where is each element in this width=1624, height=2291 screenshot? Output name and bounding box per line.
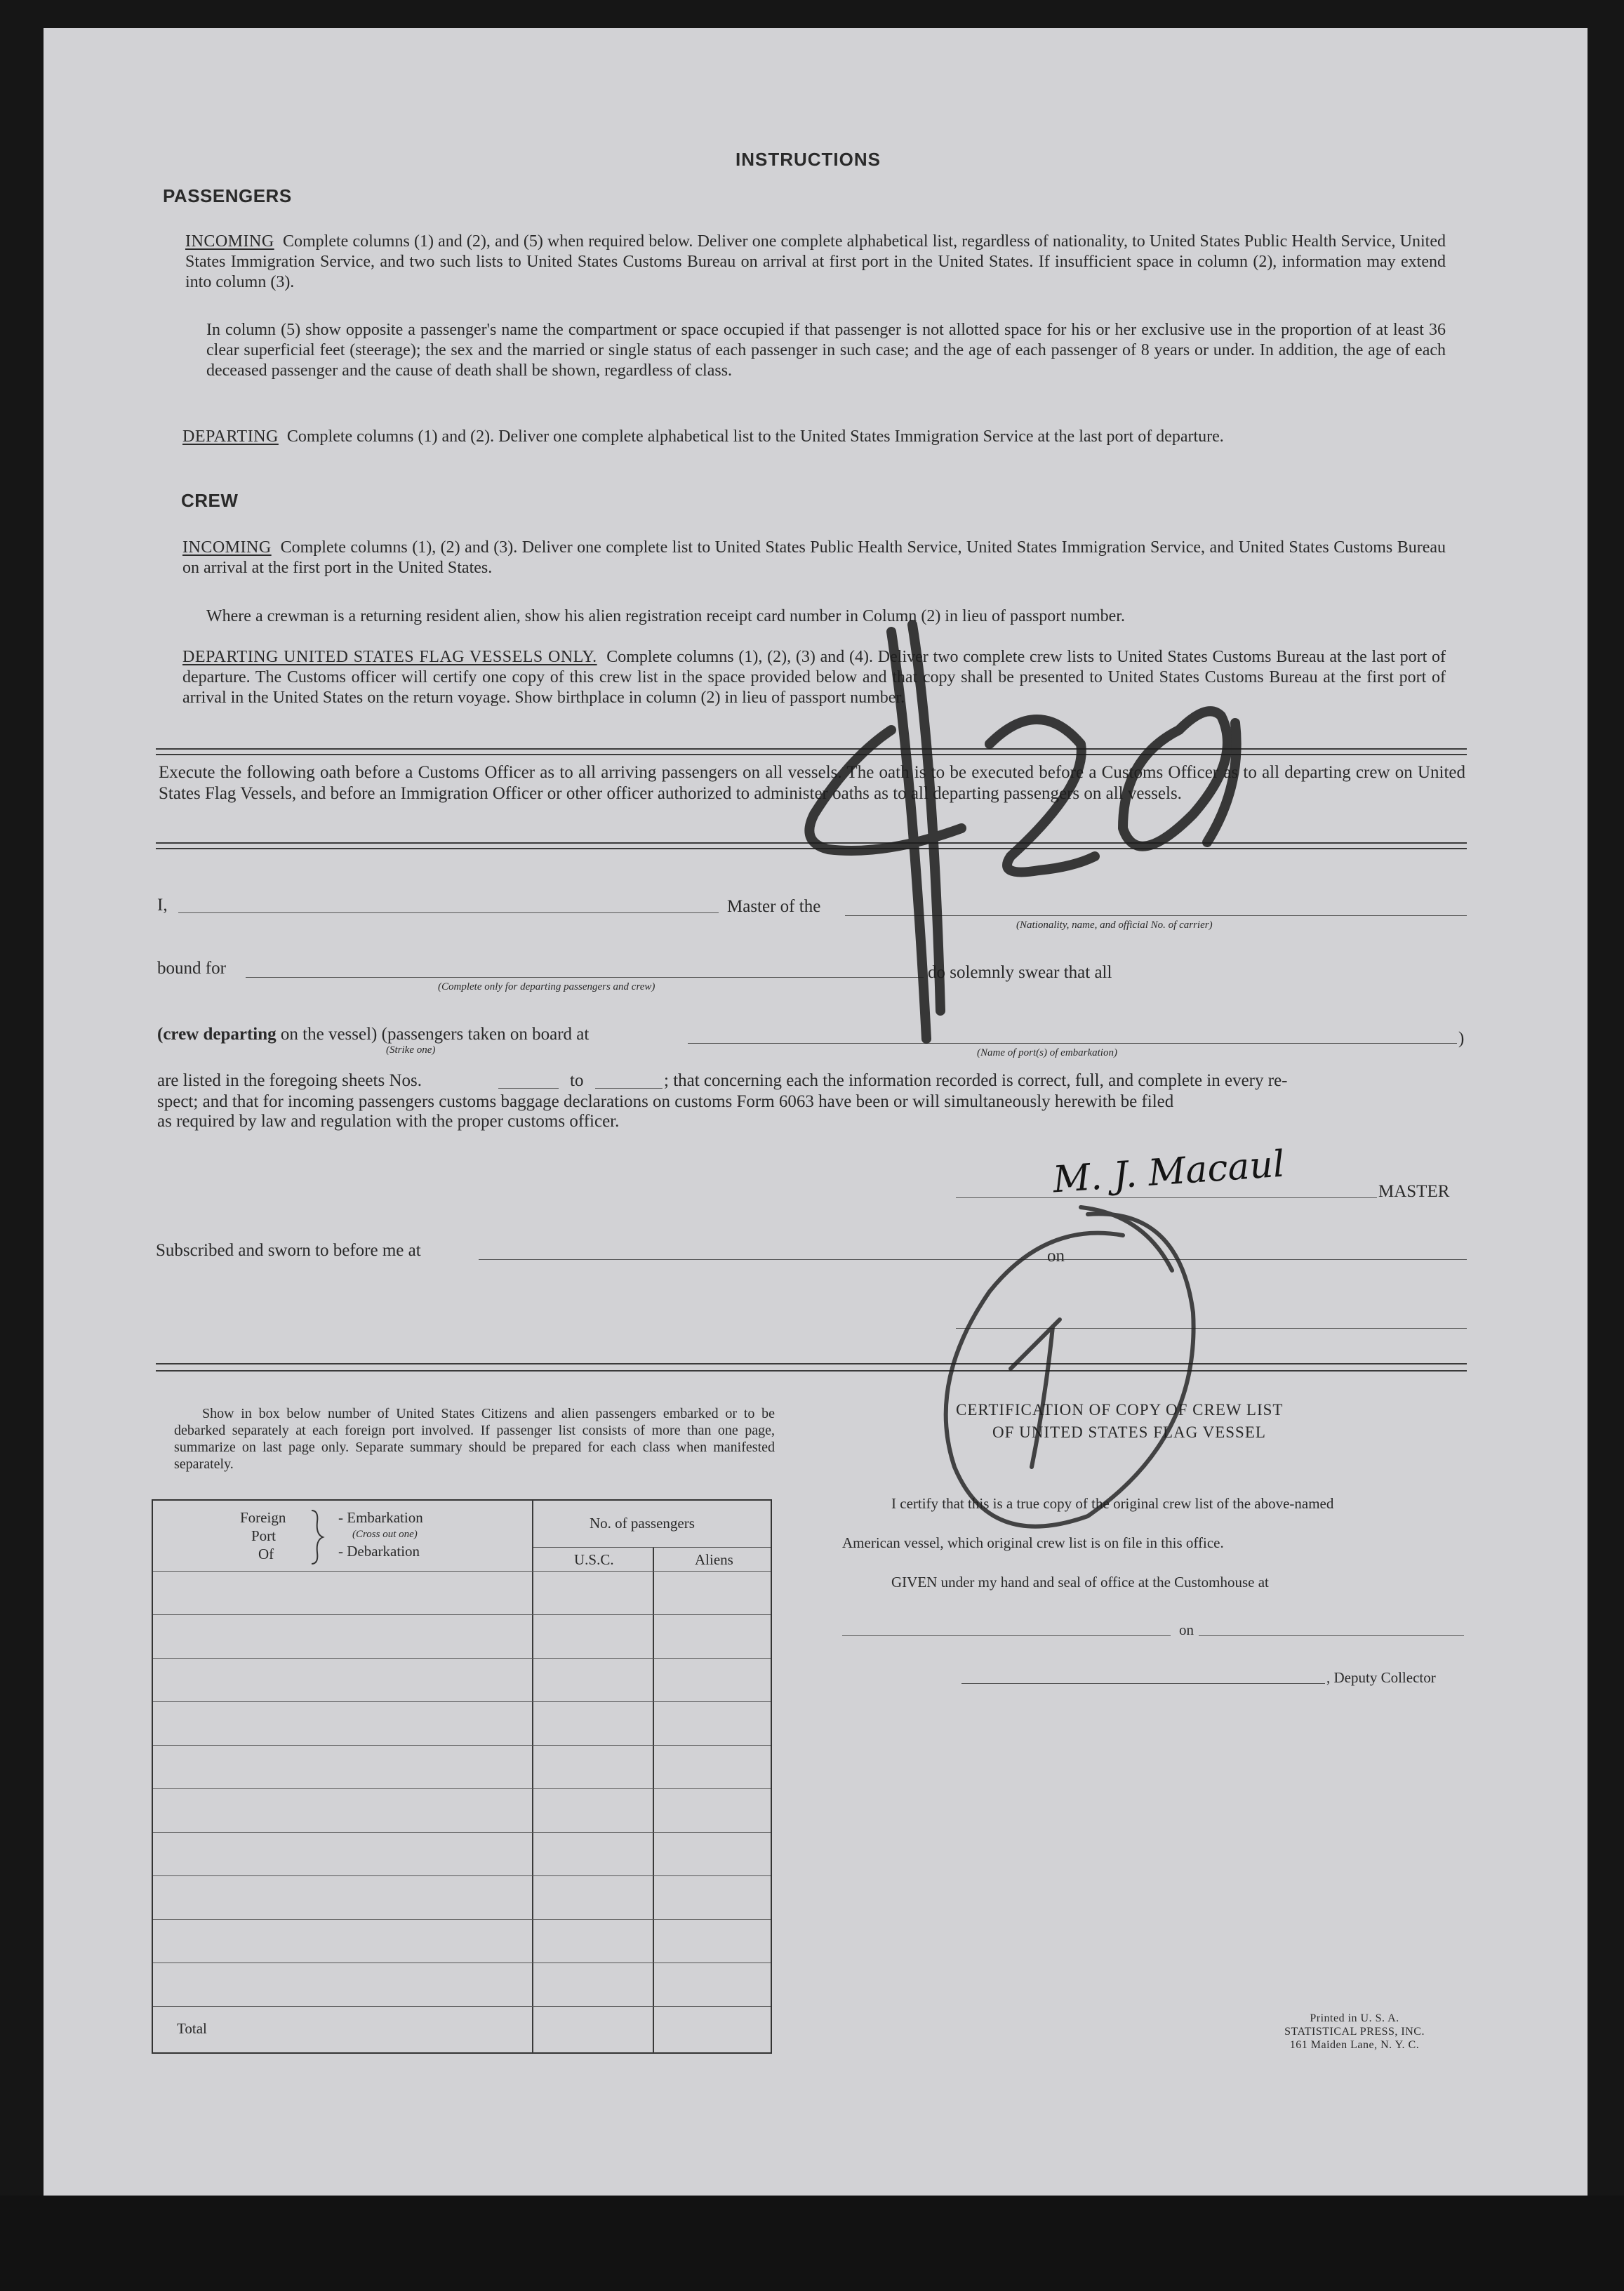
summary-instruction: Show in box below number of United States Citizens and alien passengers embarked or to be debarked separately at each foreign port involved. If passenger list consists of more than one page, summarize on last page only. Separate summary should be prepared for each class when manifested separately. (174, 1406, 775, 1472)
table-header-no-of-passengers: No. of passengers (590, 1515, 695, 1532)
deputy-collector-label: , Deputy Collector (1326, 1669, 1436, 1686)
table-row (153, 1745, 771, 1746)
certification-line-1: I certify that this is a true copy of the original crew list of the above-named (891, 1495, 1334, 1512)
table-column-divider (532, 1500, 533, 2053)
table-row (153, 1701, 771, 1702)
table-header-debarkation: - Debarkation (338, 1543, 420, 1560)
certification-title-2: OF UNITED STATES FLAG VESSEL (992, 1423, 1266, 1441)
customhouse-field[interactable] (842, 1635, 1171, 1636)
page-title: INSTRUCTIONS (736, 149, 881, 170)
sheet-to-field[interactable] (595, 1088, 663, 1089)
listed-text-c: spect; and that for incoming passengers customs baggage declarations on customs Form 6063 have been or will simultaneously herewith be filed (157, 1092, 1174, 1111)
table-row (153, 1919, 771, 1920)
certification-on-label: on (1179, 1621, 1194, 1638)
listed-sheets-text: are listed in the foregoing sheets Nos. (157, 1071, 422, 1090)
certification-date-field[interactable] (1199, 1635, 1464, 1636)
carrier-note: (Nationality, name, and official No. of carrier) (1016, 919, 1213, 931)
passengers-heading: PASSENGERS (163, 185, 292, 206)
passengers-departing-label: DEPARTING (182, 427, 279, 446)
table-header-cross-out: (Cross out one) (352, 1529, 418, 1540)
divider-line (156, 1370, 1467, 1372)
passengers-departing-text: Complete columns (1) and (2). Deliver one complete alphabetical list to the United States Immigration Service at the last port of departure. (286, 427, 1224, 446)
port-note: (Name of port(s) of embarkation) (977, 1047, 1117, 1058)
subscribed-label: Subscribed and sworn to before me at (156, 1241, 421, 1260)
passengers-incoming-label: INCOMING (185, 232, 274, 251)
scan-background (0, 2196, 1624, 2291)
subscribed-on-label: on (1047, 1247, 1065, 1266)
close-paren: ) (1458, 1029, 1465, 1048)
table-header-embarkation: - Embarkation (338, 1509, 423, 1526)
table-row (153, 1614, 771, 1615)
handwritten-circled-mark (912, 1186, 1221, 1551)
handwritten-page-number (786, 547, 1333, 1053)
certification-line-2: American vessel, which original crew list is on file in this office. (842, 1534, 1224, 1551)
deputy-collector-signature-line[interactable] (961, 1683, 1325, 1684)
table-row (153, 1658, 771, 1659)
passengers-incoming-text: Complete columns (1) and (2), and (5) when required below. Deliver one complete alphabetical list, regardless of nationality, to United States Public Health Service, United States Immigration Service, and two such lists to United States Customs Bureau on arrival at first port in the United States. If insufficient space in column (2), information may extend into column (3). (185, 232, 1446, 291)
master-signature: M. J. Macaul (1051, 1143, 1286, 1202)
printer-line-3: 161 Maiden Lane, N. Y. C. (1289, 2039, 1420, 2051)
printer-line-2: STATISTICAL PRESS, INC. (1284, 2026, 1425, 2038)
passengers-incoming-instruction (185, 232, 1446, 293)
crew-departing-text: (crew departing (157, 1025, 277, 1044)
master-of-the-label: Master of the (727, 897, 821, 916)
on-the-vessel-text: on the vessel) (passengers taken on board at (280, 1025, 590, 1044)
swear-label: do solemnly swear that all (928, 963, 1112, 982)
crew-heading: CREW (181, 490, 239, 511)
bound-for-note: (Complete only for departing passengers and crew) (438, 981, 655, 992)
crew-passengers-line (157, 1025, 589, 1044)
crew-departing-text: Complete columns (1), (2), (3) and (4). Deliver two complete crew lists to United States Customs Bureau at the last port of departure. The Customs officer will certify one copy of this crew list in the space provided below and that copy shall be presented to United States Customs Bureau at the first port of arrival in the United States on the return voyage. Show birthplace in column (2) in lieu of passport number. (182, 648, 1446, 707)
listed-sheets-line (157, 1071, 422, 1091)
oath-i-label: I, (157, 896, 168, 915)
crew-departing-label: DEPARTING UNITED STATES FLAG VESSELS ONLY. (182, 648, 597, 666)
table-header-foreign: Foreign (240, 1509, 286, 1526)
listed-text-b: ; that concerning each the information recorded is correct, full, and complete in every re- (664, 1071, 1288, 1090)
table-header-of: Of (258, 1546, 274, 1562)
printer-imprint (1235, 2012, 1474, 2052)
table-header-port: Port (251, 1527, 277, 1544)
master-label: MASTER (1378, 1182, 1450, 1201)
crew-incoming-note: Where a crewman is a returning resident alien, show his alien registration receipt card number in Column (2) in lieu of passport number. (206, 607, 1125, 625)
brace-icon (309, 1508, 326, 1567)
table-row (153, 1788, 771, 1789)
crew-incoming-label: INCOMING (182, 538, 272, 557)
passenger-summary-table (152, 1499, 772, 2054)
listed-text-d: as required by law and regulation with the proper customs officer. (157, 1112, 620, 1131)
crew-incoming-text: Complete columns (1), (2) and (3). Deliver one complete list to United States Public Health Service, United States Immigration Service, and United States Customs Bureau on arrival at the first port in the United States. (182, 538, 1446, 577)
divider-line (156, 1363, 1467, 1364)
certification-line-3: GIVEN under my hand and seal of office at the Customhouse at (891, 1574, 1269, 1591)
table-row (153, 1875, 771, 1876)
sheet-from-field[interactable] (498, 1088, 559, 1089)
table-row (153, 2006, 771, 2007)
printer-line-1: Printed in U. S. A. (1310, 2012, 1399, 2024)
table-header-usc: U.S.C. (574, 1551, 614, 1568)
table-header-aliens: Aliens (695, 1551, 733, 1568)
oath-instruction: Execute the following oath before a Customs Officer as to all arriving passengers on all vessels. The oath is to be executed before a Customs Officer as to all departing crew on United States Flag Vessels, and before an Immigration Officer or other officer authorized to administer oaths as to all departing passengers on all vessels. (159, 763, 1465, 803)
to-label: to (570, 1071, 584, 1090)
table-row (153, 1832, 771, 1833)
strike-one-note: (Strike one) (386, 1044, 436, 1056)
passengers-incoming-note: In column (5) show opposite a passenger's name the compartment or space occupied if that passenger is not allotted space for his or her exclusive use in the proportion of at least 36 clear superficial feet (steerage); the sex and the married or single status of each passenger in such case; and the age of each passenger of 8 years or under. In addition, the age of each deceased passenger and the cause of death shall be shown, regardless of class. (206, 321, 1446, 380)
passengers-departing-instruction (182, 427, 1446, 447)
table-column-divider (653, 1547, 654, 2053)
table-header-divider (533, 1547, 771, 1548)
master-name-field[interactable] (178, 912, 719, 913)
certification-title-1: CERTIFICATION OF COPY OF CREW LIST (956, 1401, 1284, 1419)
table-row (153, 1571, 771, 1572)
table-total-label: Total (177, 2020, 207, 2037)
bound-for-label: bound for (157, 959, 226, 978)
